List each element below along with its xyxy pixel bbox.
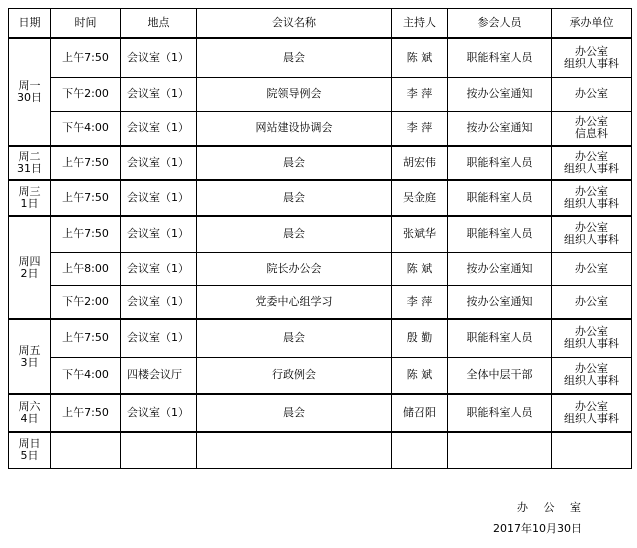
meeting-name-cell: 党委中心组学习 xyxy=(197,285,392,319)
header-meeting: 会议名称 xyxy=(197,9,392,39)
organizer-unit: 组织人事科 xyxy=(564,337,619,351)
organizer-unit: 办公室 xyxy=(575,44,608,58)
day-cell xyxy=(9,146,51,180)
organizer-unit: 信息科 xyxy=(575,127,608,141)
place-cell: 会议室（1） xyxy=(121,252,197,285)
organizer-unit: 办公室 xyxy=(575,294,608,308)
table-row xyxy=(9,180,632,216)
host-cell xyxy=(392,432,448,468)
place-cell xyxy=(121,432,197,468)
table-row xyxy=(9,146,632,180)
host-cell: 陈 斌 xyxy=(392,38,448,77)
time-cell: 下午2:00 xyxy=(51,77,121,111)
organizer-cell xyxy=(552,285,632,319)
host-cell: 储召阳 xyxy=(392,394,448,432)
table-row xyxy=(9,285,632,319)
organizer-unit: 办公室 xyxy=(575,325,608,339)
organizer-cell xyxy=(552,432,632,468)
table-row xyxy=(9,432,632,468)
attendees-cell: 职能科室人员 xyxy=(448,216,552,252)
meeting-name-cell: 晨会 xyxy=(197,394,392,432)
header-attendees: 参会人员 xyxy=(448,9,552,39)
attendees-cell: 全体中层干部 xyxy=(448,357,552,394)
attendees-cell: 职能科室人员 xyxy=(448,394,552,432)
day-date: 1日 xyxy=(20,197,39,210)
place-cell: 会议室（1） xyxy=(121,38,197,77)
meeting-name-cell: 晨会 xyxy=(197,146,392,180)
time-cell: 上午8:00 xyxy=(51,252,121,285)
header-organizer: 承办单位 xyxy=(552,9,632,39)
time-cell: 上午7:50 xyxy=(51,180,121,216)
attendees-cell: 职能科室人员 xyxy=(448,319,552,357)
organizer-unit: 组织人事科 xyxy=(564,162,619,175)
organizer-unit: 办公室 xyxy=(575,150,608,163)
attendees-cell: 按办公室通知 xyxy=(448,77,552,111)
organizer-unit: 办公室 xyxy=(575,185,608,198)
time-cell: 下午4:00 xyxy=(51,357,121,394)
day-name: 周一 xyxy=(18,79,41,92)
day-name: 周三 xyxy=(18,185,41,198)
host-cell: 陈 斌 xyxy=(392,357,448,394)
signature-date: 2017年10月30日 xyxy=(493,522,582,535)
day-date: 31日 xyxy=(17,162,42,175)
organizer-cell xyxy=(552,319,632,357)
host-cell: 李 萍 xyxy=(392,111,448,146)
attendees-cell: 按办公室通知 xyxy=(448,111,552,146)
table-row xyxy=(9,319,632,357)
time-cell: 下午2:00 xyxy=(51,285,121,319)
organizer-cell xyxy=(552,111,632,146)
organizer-unit: 组织人事科 xyxy=(564,412,619,425)
attendees-cell: 职能科室人员 xyxy=(448,146,552,180)
meeting-name-cell: 晨会 xyxy=(197,216,392,252)
schedule-body xyxy=(9,38,632,468)
host-cell: 张斌华 xyxy=(392,216,448,252)
place-cell: 会议室（1） xyxy=(121,394,197,432)
host-cell: 李 萍 xyxy=(392,285,448,319)
organizer-unit: 组织人事科 xyxy=(564,56,619,70)
host-cell: 陈 斌 xyxy=(392,252,448,285)
place-cell: 会议室（1） xyxy=(121,319,197,357)
place-cell: 会议室（1） xyxy=(121,285,197,319)
day-date: 4日 xyxy=(20,412,39,425)
meeting-name-cell: 晨会 xyxy=(197,38,392,77)
day-cell xyxy=(9,38,51,146)
organizer-cell xyxy=(552,77,632,111)
place-cell: 会议室（1） xyxy=(121,111,197,146)
organizer-unit: 组织人事科 xyxy=(564,197,619,210)
time-cell: 上午7:50 xyxy=(51,394,121,432)
header-date: 日期 xyxy=(9,9,51,39)
organizer-cell xyxy=(552,357,632,394)
meeting-name-cell: 晨会 xyxy=(197,319,392,357)
attendees-cell: 按办公室通知 xyxy=(448,285,552,319)
day-date: 2日 xyxy=(20,266,39,280)
place-cell: 会议室（1） xyxy=(121,77,197,111)
host-cell: 李 萍 xyxy=(392,77,448,111)
organizer-cell xyxy=(552,394,632,432)
host-cell: 胡宏伟 xyxy=(392,146,448,180)
day-cell xyxy=(9,319,51,394)
place-cell: 四楼会议厅 xyxy=(121,357,197,394)
day-date: 3日 xyxy=(20,355,39,369)
day-name: 周四 xyxy=(18,254,41,268)
organizer-unit: 办公室 xyxy=(575,261,608,275)
attendees-cell: 职能科室人员 xyxy=(448,180,552,216)
meeting-name-cell: 院领导例会 xyxy=(197,77,392,111)
day-name: 周二 xyxy=(18,150,41,163)
day-cell xyxy=(9,216,51,319)
meeting-name-cell: 院长办公会 xyxy=(197,252,392,285)
day-cell xyxy=(9,394,51,432)
table-row xyxy=(9,394,632,432)
organizer-cell xyxy=(552,38,632,77)
meeting-name-cell xyxy=(197,432,392,468)
meeting-name-cell: 网站建设协调会 xyxy=(197,111,392,146)
organizer-cell xyxy=(552,146,632,180)
meeting-name-cell: 晨会 xyxy=(197,180,392,216)
header-time: 时间 xyxy=(51,9,121,39)
table-row xyxy=(9,357,632,394)
organizer-unit: 办公室 xyxy=(575,221,608,235)
table-row xyxy=(9,252,632,285)
day-date: 5日 xyxy=(20,449,39,463)
day-name: 周五 xyxy=(18,343,41,357)
attendees-cell xyxy=(448,432,552,468)
table-row xyxy=(9,111,632,146)
organizer-cell xyxy=(552,180,632,216)
host-cell: 吴金庭 xyxy=(392,180,448,216)
time-cell: 上午7:50 xyxy=(51,38,121,77)
header-host: 主持人 xyxy=(392,9,448,39)
signature-office: 办 公 室 xyxy=(517,501,587,514)
organizer-cell xyxy=(552,216,632,252)
time-cell: 上午7:50 xyxy=(51,216,121,252)
organizer-unit: 办公室 xyxy=(575,362,608,376)
attendees-cell: 职能科室人员 xyxy=(448,38,552,77)
host-cell: 殷 勤 xyxy=(392,319,448,357)
header-place: 地点 xyxy=(121,9,197,39)
meeting-schedule-table xyxy=(8,8,632,469)
day-cell xyxy=(9,432,51,468)
day-name: 周日 xyxy=(18,437,41,451)
organizer-unit: 办公室 xyxy=(575,115,608,129)
time-cell: 上午7:50 xyxy=(51,319,121,357)
time-cell: 上午7:50 xyxy=(51,146,121,180)
day-date: 30日 xyxy=(17,91,42,104)
day-cell xyxy=(9,180,51,216)
time-cell: 下午4:00 xyxy=(51,111,121,146)
place-cell: 会议室（1） xyxy=(121,146,197,180)
header-row xyxy=(9,9,632,39)
organizer-unit: 办公室 xyxy=(575,400,608,413)
time-cell xyxy=(51,432,121,468)
table-row xyxy=(9,77,632,111)
place-cell: 会议室（1） xyxy=(121,180,197,216)
place-cell: 会议室（1） xyxy=(121,216,197,252)
table-row xyxy=(9,216,632,252)
organizer-cell xyxy=(552,252,632,285)
organizer-unit: 组织人事科 xyxy=(564,233,619,247)
organizer-unit: 办公室 xyxy=(575,87,608,100)
table-row xyxy=(9,38,632,77)
attendees-cell: 按办公室通知 xyxy=(448,252,552,285)
day-name: 周六 xyxy=(18,400,41,413)
organizer-unit: 组织人事科 xyxy=(564,374,619,388)
meeting-name-cell: 行政例会 xyxy=(197,357,392,394)
